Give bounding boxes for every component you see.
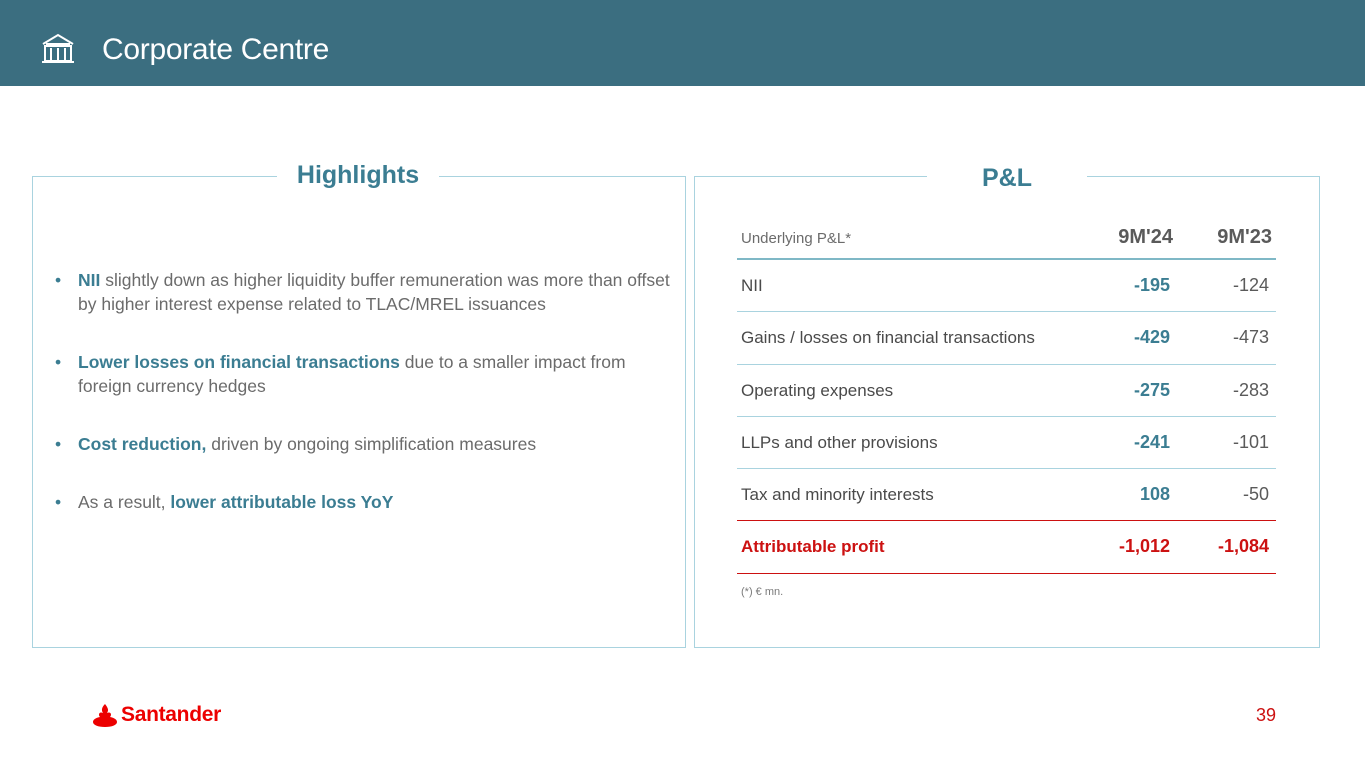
- row-value-9m23: -50: [1242, 484, 1269, 505]
- row-label: Operating expenses: [741, 380, 894, 400]
- bullet-prefix: As a result,: [78, 492, 171, 512]
- table-row-total: [737, 521, 1276, 573]
- bullet-bold: lower attributable loss YoY: [170, 492, 394, 512]
- highlights-title: Highlights: [277, 158, 439, 192]
- table-row: [737, 365, 1276, 417]
- page-title: Corporate Centre: [102, 33, 329, 66]
- list-item: [55, 350, 675, 398]
- bullet-bold: NII: [78, 270, 101, 290]
- row-value-9m23: -124: [1232, 275, 1269, 295]
- bullet-text: slightly down as higher liquidity buffer remuneration was more than offset by higher interest expense related to TLAC/MREL issuances: [78, 270, 670, 314]
- building-icon: [40, 31, 76, 65]
- row-value-9m24: -275: [1133, 379, 1170, 400]
- pl-title: P&L: [927, 161, 1087, 195]
- row-value-9m24: 108: [1139, 484, 1170, 505]
- bullet-dot: •: [55, 270, 62, 290]
- bullet-bold: Cost reduction,: [78, 434, 207, 454]
- pl-table: [737, 218, 1276, 574]
- footnote: (*) € mn.: [741, 586, 784, 598]
- header-label: Underlying P&L*: [741, 230, 852, 247]
- row-value-9m24: -195: [1133, 275, 1170, 295]
- row-value-9m23: -1,084: [1217, 536, 1269, 557]
- table-row: [737, 417, 1276, 469]
- row-value-9m24: -429: [1133, 327, 1170, 348]
- bullet-dot: •: [55, 352, 62, 372]
- row-label: Gains / losses on financial transactions: [741, 328, 1035, 348]
- bullet-text: driven by ongoing simplification measures: [206, 434, 537, 454]
- row-value-9m23: -101: [1232, 431, 1269, 452]
- row-value-9m23: -473: [1232, 327, 1269, 348]
- table-header: [737, 218, 1276, 260]
- flame-icon: [92, 702, 118, 728]
- header-col-9m23: 9M'23: [1217, 226, 1272, 248]
- logo-text: Santander: [121, 703, 221, 726]
- header-bar: [0, 0, 1365, 86]
- bullet-bold: Lower losses on financial transactions: [78, 352, 400, 372]
- row-label: Tax and minority interests: [741, 485, 934, 505]
- list-item: [55, 490, 675, 514]
- bullet-text: due to a smaller impact from foreign currency hedges: [78, 352, 626, 396]
- row-label: Attributable profit: [741, 537, 885, 557]
- list-item: [55, 268, 675, 316]
- row-value-9m24: -241: [1133, 431, 1170, 452]
- bullet-dot: •: [55, 492, 62, 512]
- table-row: [737, 260, 1276, 312]
- santander-logo: [92, 702, 232, 728]
- row-value-9m24: -1,012: [1118, 536, 1170, 557]
- header-col-9m24: 9M'24: [1118, 226, 1173, 248]
- row-label: LLPs and other provisions: [741, 432, 938, 452]
- page-number: 39: [1255, 705, 1276, 725]
- list-item: [55, 432, 675, 456]
- bullet-dot: •: [55, 434, 62, 454]
- row-value-9m23: -283: [1232, 379, 1269, 400]
- table-row: [737, 312, 1276, 364]
- table-row: [737, 469, 1276, 521]
- row-label: NII: [741, 276, 763, 295]
- highlights-list: [55, 268, 675, 548]
